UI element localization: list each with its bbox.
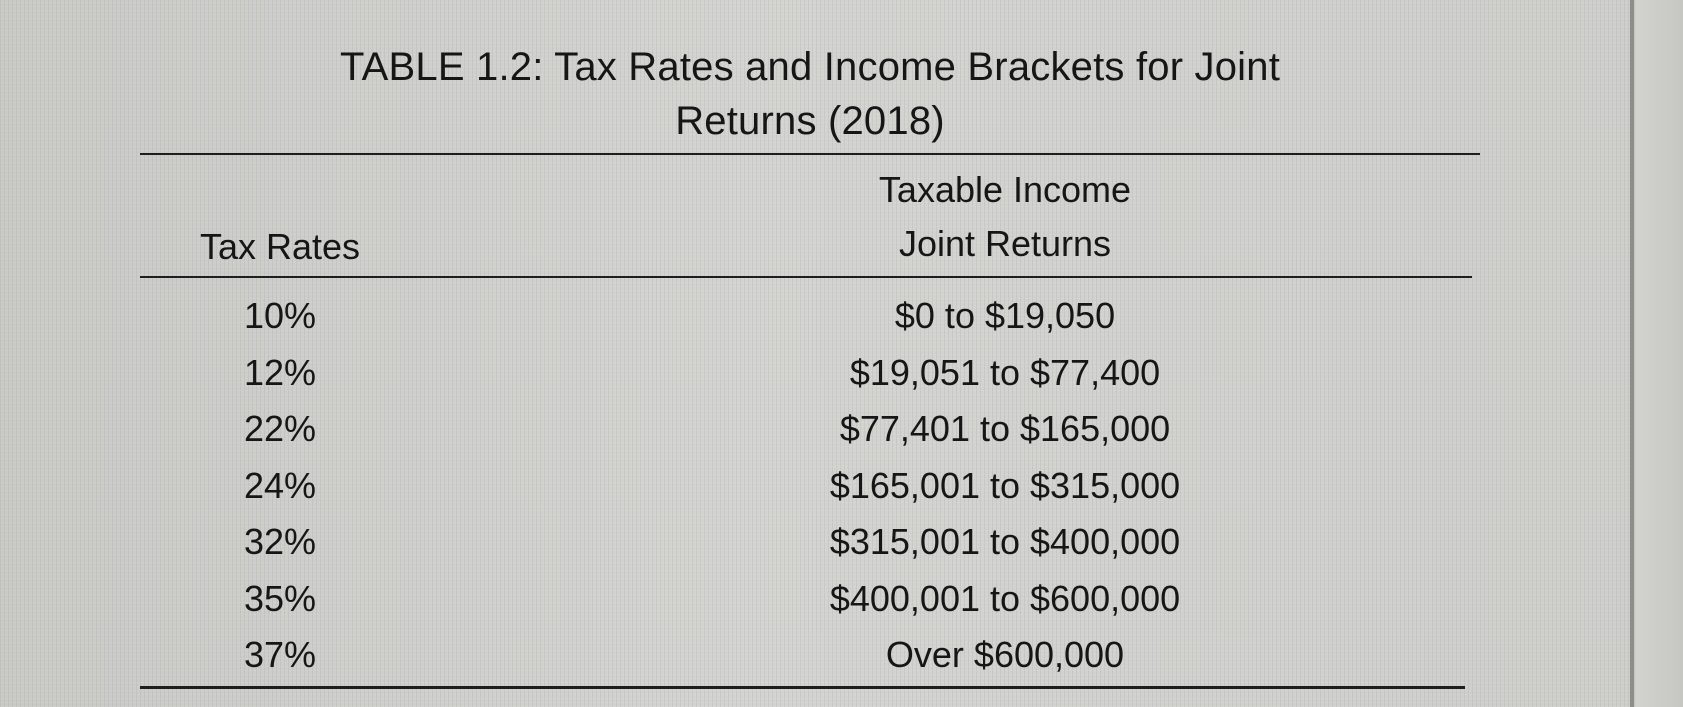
income-range-cell: $400,001 to $600,000 bbox=[829, 577, 1181, 619]
table-top-rule bbox=[140, 153, 1480, 155]
table-title-line-2: Returns (2018) bbox=[675, 99, 945, 143]
table-row bbox=[140, 345, 1480, 402]
tax-rate-cell: 22% bbox=[243, 408, 317, 449]
tax-rate-cell: 32% bbox=[243, 521, 317, 562]
table-bottom-rule bbox=[140, 686, 1465, 689]
income-range-cell: $165,001 to $315,000 bbox=[829, 464, 1181, 506]
monitor-bezel-edge bbox=[1630, 0, 1634, 707]
income-range-cell: $77,401 to $165,000 bbox=[839, 408, 1171, 449]
column-header-taxable-income bbox=[770, 163, 1240, 271]
monitor-bezel bbox=[1630, 0, 1683, 707]
table-title bbox=[140, 40, 1480, 148]
tax-rates-table bbox=[140, 40, 1480, 690]
table-row bbox=[140, 627, 1480, 684]
tax-rate-cell: 37% bbox=[243, 634, 317, 675]
income-range-cell: $315,001 to $400,000 bbox=[829, 521, 1181, 562]
income-range-cell: $19,051 to $77,400 bbox=[849, 351, 1161, 393]
table-title-line-1: TABLE 1.2: Tax Rates and Income Brackets for Joint bbox=[339, 45, 1281, 89]
income-range-cell: Over $600,000 bbox=[885, 634, 1125, 675]
column-header-tax-rates: Tax Rates bbox=[199, 226, 361, 267]
tax-rate-cell: 35% bbox=[243, 577, 317, 619]
table-row bbox=[140, 401, 1480, 458]
tax-rate-cell: 24% bbox=[243, 464, 317, 506]
table-row bbox=[140, 571, 1480, 628]
tax-rate-cell: 12% bbox=[243, 351, 317, 393]
table-header-rule bbox=[140, 276, 1472, 278]
table-row bbox=[140, 514, 1480, 571]
table-row bbox=[140, 458, 1480, 515]
tax-rate-cell: 10% bbox=[243, 295, 317, 336]
table-body bbox=[140, 288, 1480, 684]
column-header-income-line-1: Taxable Income bbox=[878, 169, 1132, 210]
column-header-income-line-2: Joint Returns bbox=[898, 223, 1112, 264]
income-range-cell: $0 to $19,050 bbox=[894, 295, 1116, 336]
table-row bbox=[140, 288, 1480, 345]
